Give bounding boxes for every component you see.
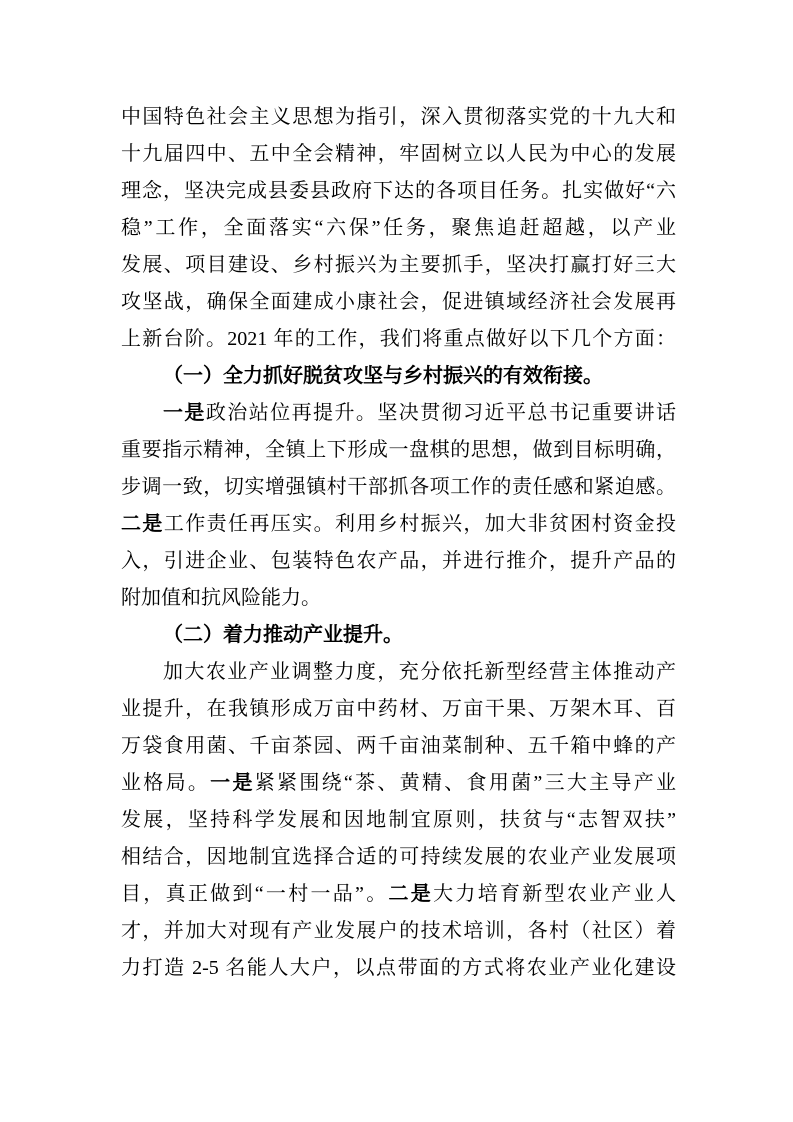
text-segment: 步调一致，切实增强镇村干部抓各项工作的责任感和紧迫感。	[121, 476, 676, 498]
text-line-5	[121, 247, 676, 284]
text-segment: 稳”工作，全面落实“六保”任务，聚焦追赶超越，以产业	[121, 217, 676, 239]
text-line-23	[121, 913, 676, 950]
text-line-14	[121, 580, 676, 617]
text-line-20	[121, 802, 676, 839]
text-line-22	[121, 876, 676, 913]
bold-text-segment: 二是	[121, 513, 164, 535]
text-line-12	[121, 506, 676, 543]
text-line-21	[121, 839, 676, 876]
text-segment: 相结合，因地制宜选择合适的可持续发展的农业产业发展项	[121, 846, 676, 868]
text-segment: 十九届四中、五中全会精神，牢固树立以人民为中心的发展	[121, 143, 676, 165]
section-heading	[121, 617, 676, 654]
text-line-17	[121, 691, 676, 728]
text-segment: 力打造 2-5 名能人大户，以点带面的方式将农业产业化建设	[121, 957, 676, 979]
text-segment: 理念，坚决完成县委县政府下达的各项目任务。扎实做好“六	[121, 180, 676, 202]
section-heading	[121, 358, 676, 395]
text-line-24	[121, 950, 676, 987]
text-segment: 附加值和抗风险能力。	[121, 587, 321, 609]
text-line-11	[121, 469, 676, 506]
text-line-18	[121, 728, 676, 765]
bold-text-segment: 二是	[388, 883, 434, 905]
bold-text-segment: （二）着力推动产业提升。	[163, 624, 403, 646]
bold-text-segment: （一）全力抓好脱贫攻坚与乡村振兴的有效衔接。	[163, 365, 603, 387]
text-segment: 攻坚战，确保全面建成小康社会，促进镇域经济社会发展再	[121, 291, 676, 313]
text-line-13	[121, 543, 676, 580]
text-line-3	[121, 173, 676, 210]
text-segment: 上新台阶。2021 年的工作，我们将重点做好以下几个方面：	[121, 328, 676, 350]
text-line-6	[121, 284, 676, 321]
text-line-16	[121, 654, 676, 691]
text-line-2	[121, 136, 676, 173]
text-segment: 紧紧围绕“茶、黄精、食用菌”三大主导产业	[254, 772, 677, 794]
text-line-19	[121, 765, 676, 802]
text-line-7	[121, 321, 676, 358]
text-segment: 万袋食用菌、千亩茶园、两千亩油菜制种、五千箱中蜂的产	[121, 735, 676, 757]
text-line-4	[121, 210, 676, 247]
text-segment: 目，真正做到“一村一品”。	[121, 883, 389, 905]
bold-text-segment: 一是	[210, 772, 255, 794]
text-segment: 加大农业产业调整力度，充分依托新型经营主体推动产	[163, 661, 676, 683]
text-segment: 政治站位再提升。坚决贯彻习近平总书记重要讲话	[205, 402, 677, 424]
text-segment: 业提升，在我镇形成万亩中药材、万亩干果、万架木耳、百	[121, 698, 676, 720]
bold-text-segment: 一是	[163, 402, 206, 424]
text-segment: 才，并加大对现有产业发展户的技术培训，各村（社区）着	[121, 920, 676, 942]
text-segment: 重要指示精神，全镇上下形成一盘棋的思想，做到目标明确，	[121, 439, 676, 461]
text-line-1	[121, 99, 676, 136]
text-segment: 业格局。	[121, 772, 211, 794]
text-segment: 中国特色社会主义思想为指引，深入贯彻落实党的十九大和	[121, 106, 676, 128]
text-block	[121, 99, 676, 987]
text-line-9	[121, 395, 676, 432]
text-segment: 大力培育新型农业产业人	[433, 883, 677, 905]
text-segment: 发展、项目建设、乡村振兴为主要抓手，坚决打赢打好三大	[121, 254, 676, 276]
text-segment: 工作责任再压实。利用乡村振兴，加大非贫困村资金投	[163, 513, 677, 535]
text-line-10	[121, 432, 676, 469]
text-segment: 入，引进企业、包装特色农产品，并进行推介，提升产品的	[121, 550, 676, 572]
text-segment: 发展，坚持科学发展和因地制宜原则，扶贫与“志智双扶”	[121, 809, 676, 831]
